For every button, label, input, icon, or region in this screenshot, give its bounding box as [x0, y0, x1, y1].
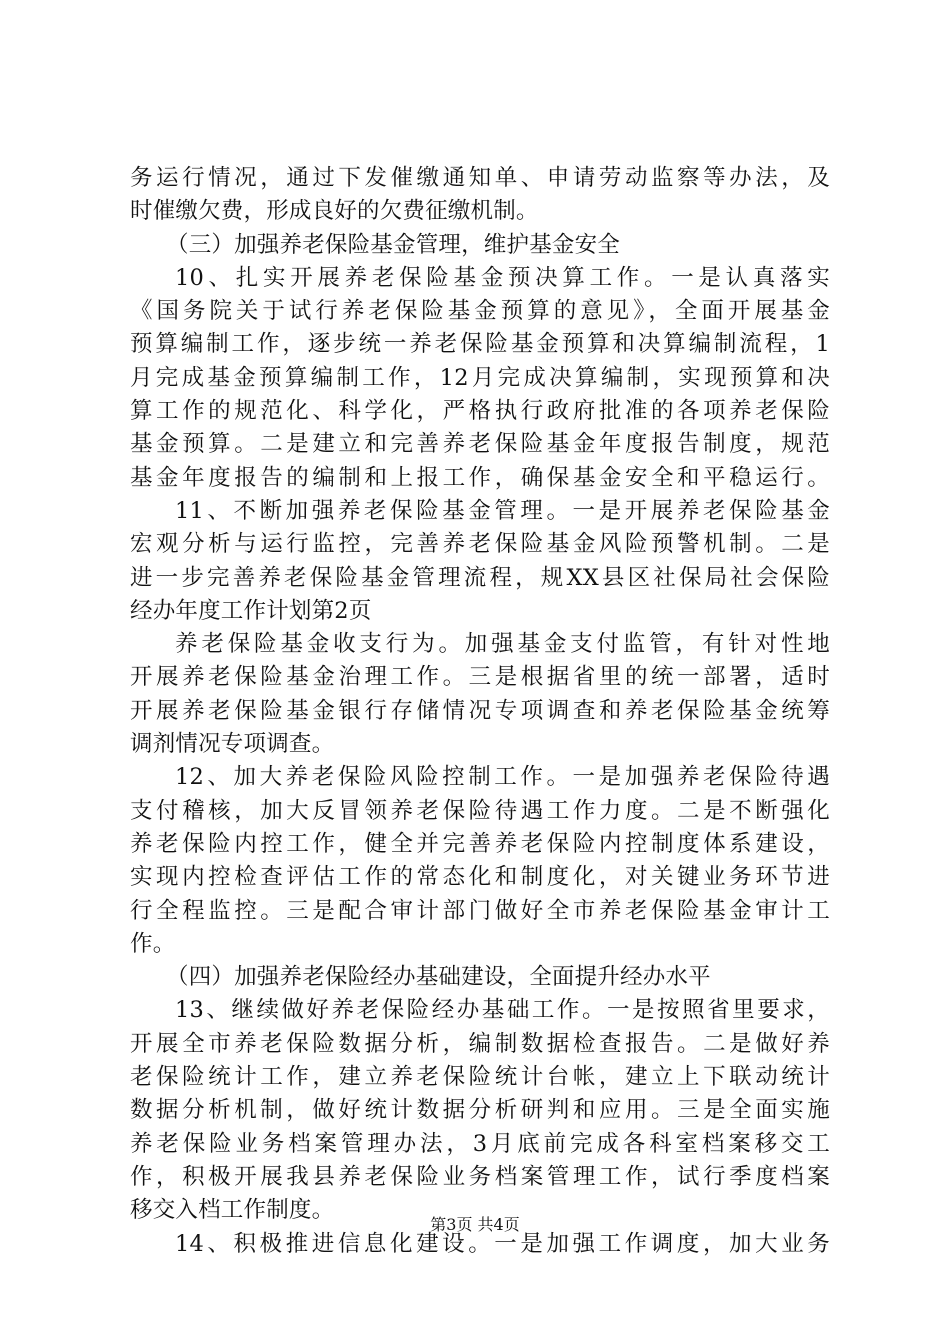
text-line: 基金预算。二是建立和完善养老保险基金年度报告制度，规范: [130, 431, 830, 458]
text-line: 实现内控检查评估工作的常态化和制度化，对关键业务环节进: [130, 864, 830, 891]
text-line: 时催缴欠费，形成良好的欠费征缴机制。: [130, 198, 539, 225]
text-line: 务运行情况，通过下发催缴通知单、申请劳动监察等办法，及: [130, 165, 830, 191]
text-line: 调剂情况专项调查。: [130, 731, 335, 758]
paragraph-start-line: 12、加大养老保险风险控制工作。一是加强养老保险待遇: [175, 764, 830, 791]
text-line: 开展全市养老保险数据分析，编制数据检查报告。二是做好养: [130, 1030, 830, 1057]
text-line: 宏观分析与运行监控，完善养老保险基金风险预警机制。二是: [130, 531, 830, 558]
text-line: 养老保险内控工作，健全并完善养老保险内控制度体系建设，: [130, 830, 830, 857]
text-line: 养老保险业务档案管理办法，3月底前完成各科室档案移交工: [130, 1130, 830, 1157]
text-line: 开展养老保险基金治理工作。三是根据省里的统一部署，适时: [130, 664, 830, 691]
paragraph-start-line: 14、积极推进信息化建设。一是加强工作调度，加大业务: [175, 1230, 830, 1257]
paragraph-start-line: 11、不断加强养老保险基金管理。一是开展养老保险基金: [175, 497, 830, 524]
page-number-label: 第3页 共4页: [430, 1215, 520, 1234]
text-line: 行全程监控。三是配合审计部门做好全市养老保险基金审计工: [130, 897, 830, 924]
section-heading: （三）加强养老保险基金管理，维护基金安全: [166, 231, 621, 258]
text-line: 预算编制工作，逐步统一养老保险基金预算和决算编制流程，1: [130, 331, 830, 358]
page-footer: [0, 1213, 950, 1237]
section-heading: （四）加强养老保险经办基础建设，全面提升经办水平: [166, 964, 711, 991]
document-body: [130, 162, 830, 1261]
text-line: 作，积极开展我县养老保险业务档案管理工作，试行季度档案: [130, 1163, 830, 1190]
text-line: 移交入档工作制度。: [130, 1197, 335, 1224]
text-line: 老保险统计工作，建立养老保险统计台帐，建立上下联动统计: [130, 1064, 830, 1091]
text-line: 支付稽核，加大反冒领养老保险待遇工作力度。二是不断强化: [130, 797, 830, 824]
text-line: 《国务院关于试行养老保险基金预算的意见》，全面开展基金: [130, 298, 830, 325]
text-line: 基金年度报告的编制和上报工作，确保基金安全和平稳运行。: [130, 464, 830, 491]
text-line: 作。: [130, 930, 176, 957]
paragraph-start-line: 养老保险基金收支行为。加强基金支付监管，有针对性地: [175, 631, 830, 658]
text-line: 数据分析机制，做好统计数据分析研判和应用。三是全面实施: [130, 1097, 830, 1124]
text-line: 开展养老保险基金银行存储情况专项调查和养老保险基金统筹: [130, 697, 830, 724]
text-line: 月完成基金预算编制工作，12月完成决算编制，实现预算和决: [130, 364, 830, 391]
text-line: 算工作的规范化、科学化，严格执行政府批准的各项养老保险: [130, 398, 830, 425]
paragraph-start-line: 10、扎实开展养老保险基金预决算工作。一是认真落实: [175, 264, 830, 291]
text-line: 进一步完善养老保险基金管理流程，规XX县区社保局社会保险: [130, 564, 830, 591]
text-line: 经办年度工作计划第2页: [130, 597, 372, 624]
paragraph-start-line: 13、继续做好养老保险经办基础工作。一是按照省里要求，: [175, 997, 830, 1024]
